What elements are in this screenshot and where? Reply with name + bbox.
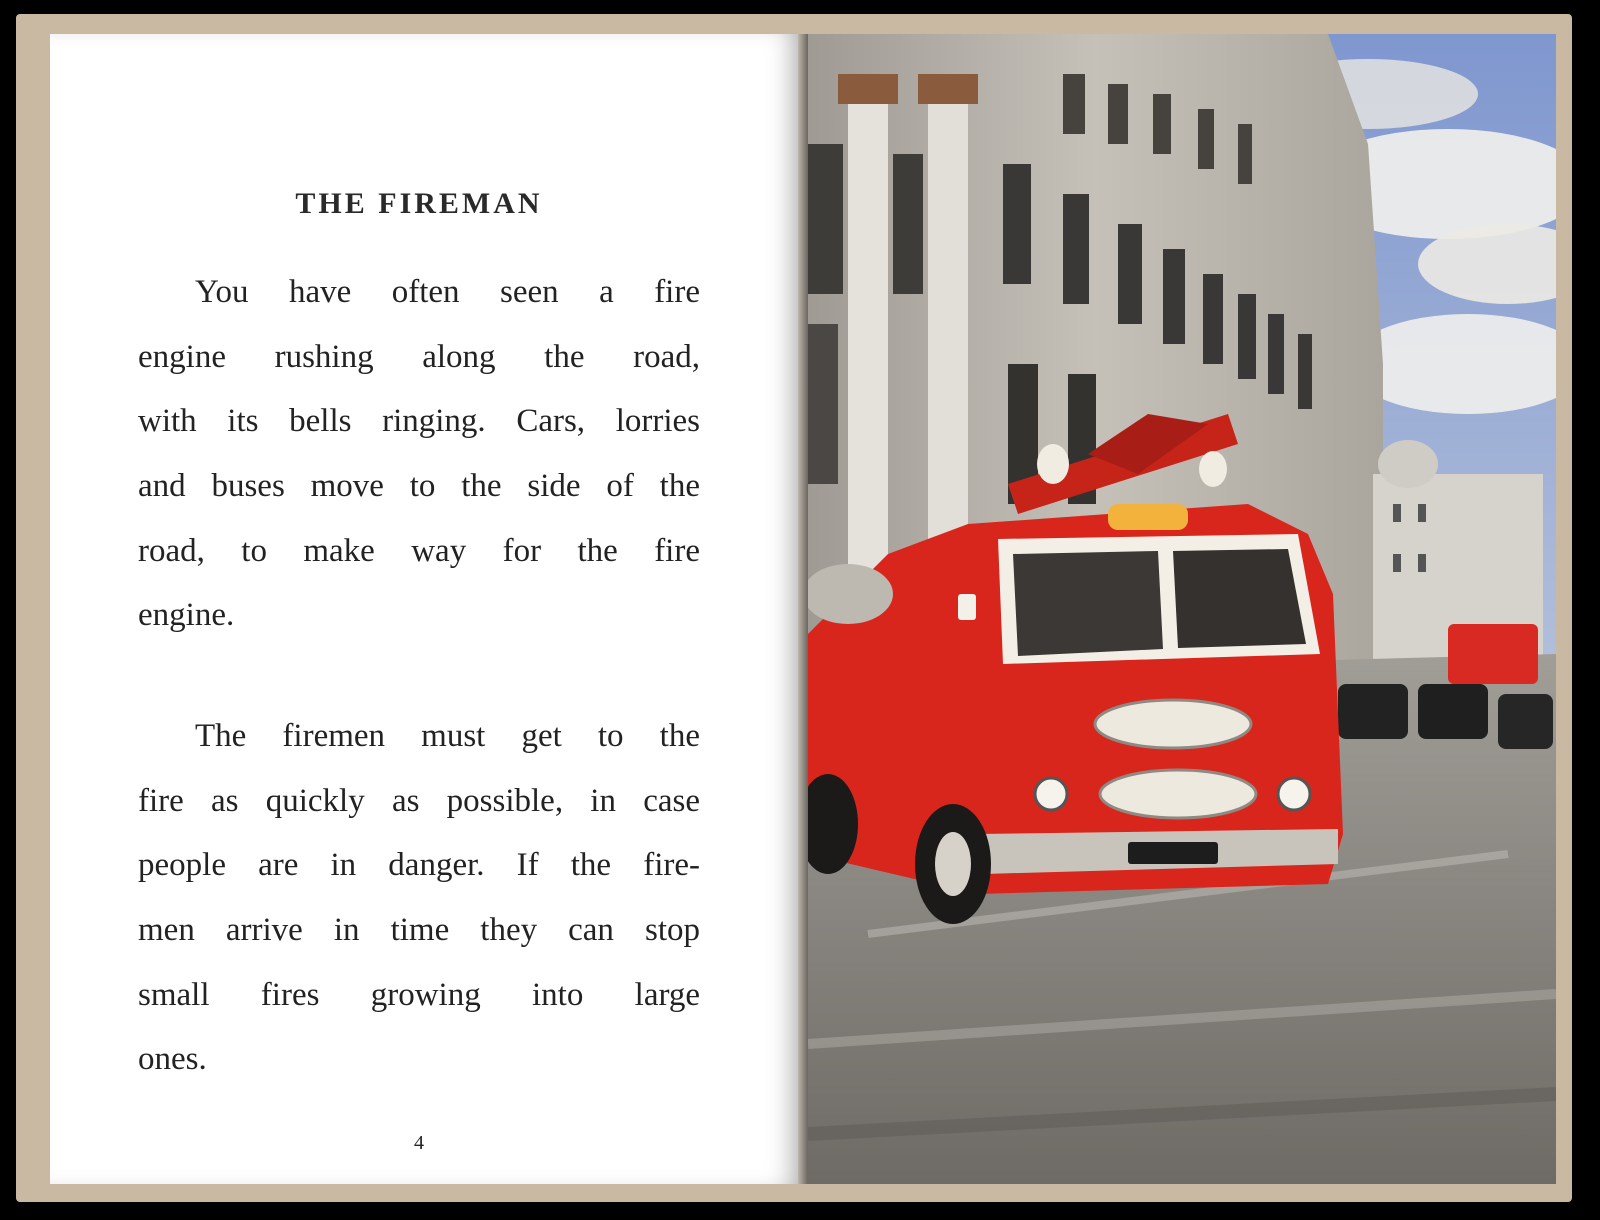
- text-line: people are in danger. If the fire-: [138, 847, 700, 883]
- left-page: [50, 34, 802, 1184]
- page-number: 4: [414, 1132, 424, 1154]
- right-page-illustration: [808, 34, 1556, 1184]
- text-line: small fires growing into large: [138, 977, 700, 1013]
- text-line: engine.: [138, 597, 235, 633]
- text-line: ones.: [138, 1041, 207, 1077]
- text-line: You have often seen a fire: [195, 274, 700, 310]
- text-line: engine rushing along the road,: [138, 339, 700, 375]
- text-line: men arrive in time they can stop: [138, 912, 700, 948]
- fire-engine-illustration: [808, 34, 1556, 1184]
- text-line: road, to make way for the fire: [138, 533, 700, 569]
- text-line: and buses move to the side of the: [138, 468, 700, 504]
- page-title: THE FIREMAN: [295, 187, 543, 220]
- text-line: with its bells ringing. Cars, lorries: [138, 403, 700, 439]
- text-line: The firemen must get to the: [195, 718, 700, 754]
- text-line: fire as quickly as possible, in case: [138, 783, 700, 819]
- book-gutter: [798, 34, 808, 1184]
